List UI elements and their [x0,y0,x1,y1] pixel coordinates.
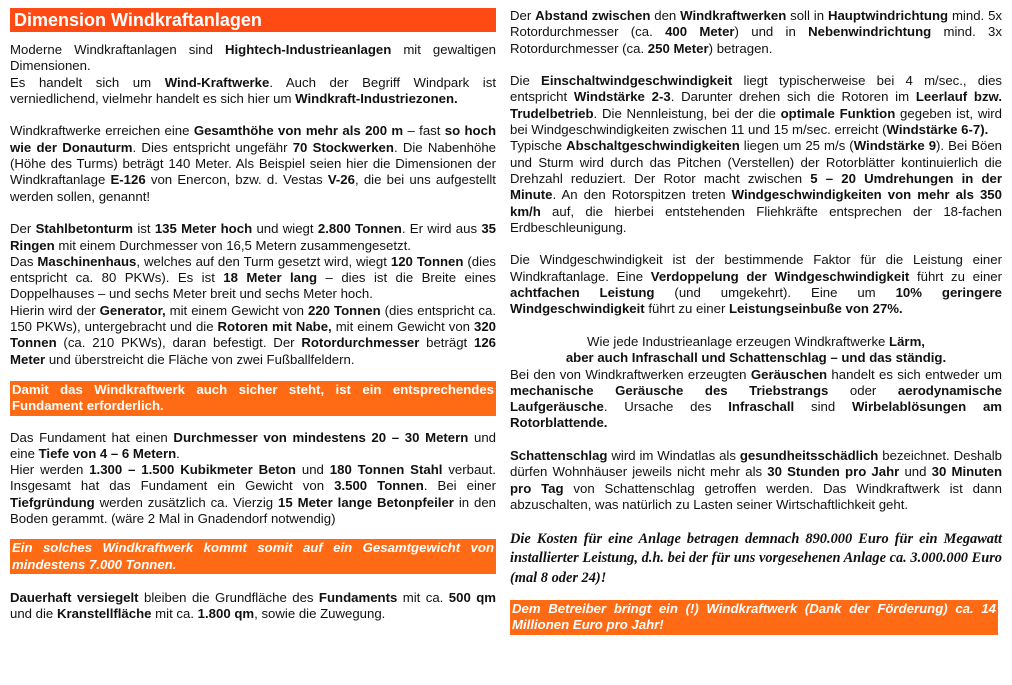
callout-foundation: Damit das Windkraftwerk auch sicher steht, ist ein entsprechendes Fundament erforderlich. [10,381,496,416]
callout-total-weight: Ein solches Windkraftwerk kommt somit auf ein Gesamtgewicht von mindestens 7.000 Tonnen. [10,539,496,574]
paragraph-wind-power: Die Windgeschwindigkeit ist der bestimmende Faktor für die Leistung einer Windkraftanlage. Eine Verdoppelung der Windgeschwindigkeit führt zu einer achtfachen Leistung (und umgekehrt). Eine um 10% geringere Windgeschwindigkeit führt zu einer Leistungseinbuße von 27%. [510,252,1003,317]
paragraph-distance: Der Abstand zwischen den Windkraftwerken soll in Hauptwindrichtung mind. 5x Rotordurchmesser (ca. 400 Meter) und in Nebenwindrichtung mind. 3x Rotordurchmesser (ca. 250 Meter) betragen. [510,8,1002,56]
page-title: Dimension Windkraftanlagen [10,8,496,32]
callout-operator-revenue: Dem Betreiber bringt ein (!) Windkraftwerk (Dank der Förderung) ca. 14 Millionen Euro pro Jahr! [510,600,998,635]
paragraph-nacelle: Das Maschinenhaus, welches auf den Turm gesetzt wird, wiegt 120 Tonnen (dies entspricht ca. 80 PKWs). Es ist 18 Meter lang – dies ist die Breite eines Doppelhauses – und sechs Meter breit und sechs Meter hoch. [10,253,496,302]
paragraph-cost: Die Kosten für eine Anlage betragen demnach 890.000 Euro für ein Megawatt installierter Leistung, d.h. bei der für uns vorgesehenen Anlage ca. 3.000.000 Euro (mal 8 oder 24)! [510,530,1002,586]
paragraph-foundation: Das Fundament hat einen Durchmesser von mindestens 20 – 30 Metern und eine Tiefe von 4 – 6 Metern. [10,429,496,461]
right-column [510,8,1002,635]
paragraph-tower: Der Stahlbetonturm ist 135 Meter hoch und wiegt 2.800 Tonnen. Er wird aus 35 Ringen mit einem Durchmesser von 16,5 Metern zusammengesetzt. [10,221,497,253]
paragraph-concrete: Hier werden 1.300 – 1.500 Kubikmeter Beton und 180 Tonnen Stahl verbaut. Insgesamt hat das Fundament ein Gewicht von 3.500 Tonnen. Bei einer Tiefgründung werden zusätzlich ca. Vierzig 15 Meter lange Betonpfeiler in den Boden gerammt. (wäre 2 Mal in Gnadendorf notwendig) [10,462,496,527]
paragraph-intro: Moderne Windkraftanlagen sind Hightech-Industrieanlagen mit gewaltigen Dimensionen. [10,42,496,74]
paragraph-noise: Bei den von Windkraftwerken erzeugten Geräuschen handelt es sich entweder um mechanische Geräusche des Triebstrangs oder aerodynamische Laufgeräusche. Ursache des Infraschall sind Wirbelablösungen am Rotorblattende. [510,366,1002,431]
paragraph-wind-kraftwerke: Es handelt sich um Wind-Kraftwerke. Auch der Begriff Windpark ist verniedlichend, vielmehr handelt es sich hier um Windkraft-Industriezonen. [10,74,496,106]
paragraph-height: Windkraftwerke erreichen eine Gesamthöhe von mehr als 200 m – fast so hoch wie der Donauturm. Dies entspricht ungefähr 70 Stockwerken. Die Nabenhöhe (Höhe des Turms) beträgt 140 Meter. Als Beispiel seien hier die Dimensionen der Windkraftanlage E-126 von Enercon, bzw. d. Vestas V-26, die bei uns aufgestellt werden sollen, genannt! [10,123,497,204]
left-column [10,8,496,623]
paragraph-cut-out-speed: Typische Abschaltgeschwindigkeiten liegen um 25 m/s (Windstärke 9). Bei Böen und Sturm wird durch das Pitchen (Verstellen) der Rotorblätter kontinuierlich die Drehzahl reduziert. Der Rotor macht zwischen 5 – 20 Umdrehungen in der Minute. An den Rotorspitzen treten Windgeschwindigkeiten von mehr als 350 km/h auf, die hierbei entstehenden Fliehkräfte entsprechen der 18-fachen Erdbeschleunigung. [510,138,1002,235]
paragraph-cut-in-speed: Die Einschaltwindgeschwindigkeit liegt typischerweise bei 4 m/sec., dies entspricht Windstärke 2-3. Darunter drehen sich die Rotoren im Leerlauf bzw. Trudelbetrieb. Die Nennleistung, bei der die optimale Funktion gegeben ist, wird bei Windgeschwindigkeiten zwischen 11 und 15 m/sec. erreicht (Windstärke 6-7). [510,73,1002,138]
centered-noise-line: Wie jede Industrieanlage erzeugen Windkraftwerke Lärm, [587,333,925,349]
paragraph-shadow-flicker: Schattenschlag wird im Windatlas als gesundheitsschädlich bezeichnet. Deshalb dürfen Wohnhäuser jeweils nicht mehr als 30 Stunden pro Jahr und 30 Minuten pro Tag von Schattenschlag getroffen werden. Das Windkraftwerk ist dann abzuschalten, was natürlich zu Lasten seiner Wirtschaftlichkeit geht. [510,448,1003,512]
centered-infrasound-line: aber auch Infraschall und Schattenschlag – und das ständig. [565,350,947,366]
paragraph-sealed-area: Dauerhaft versiegelt bleiben die Grundfläche des Fundaments mit ca. 500 qm und die Kranstellfläche mit ca. 1.800 qm, sowie die Zuwegung. [10,589,496,622]
paragraph-generator: Hierin wird der Generator, mit einem Gewicht von 220 Tonnen (dies entspricht ca. 150 PKWs), untergebracht und die Rotoren mit Nabe, mit einem Gewicht von 320 Tonnen (ca. 210 PKWs), daran befestigt. Der Rotordurchmesser beträgt 126 Meter und überstreicht die Fläche von zwei Fußballfeldern. [10,302,496,367]
